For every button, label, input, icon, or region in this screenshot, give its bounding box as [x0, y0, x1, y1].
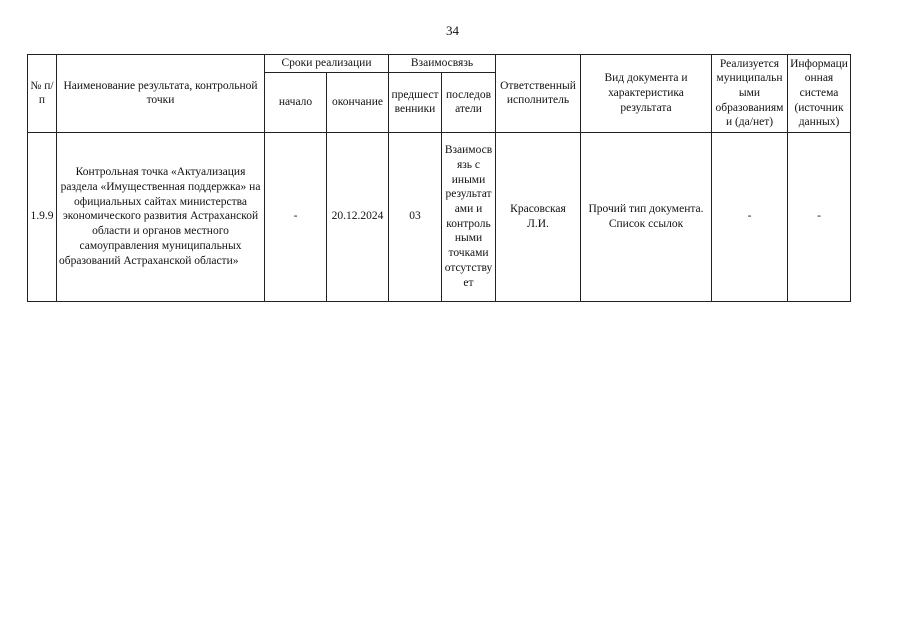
page-number: 34	[446, 23, 459, 38]
header-row-1	[28, 55, 851, 73]
header-num: № п/п	[28, 55, 57, 133]
table-row	[28, 132, 851, 301]
header-end: окончание	[327, 72, 389, 132]
row-info-system: -	[788, 132, 851, 301]
header-relation: Взаимосвязь	[389, 55, 496, 73]
row-start: -	[265, 132, 327, 301]
header-municipal: Реализуется муниципальными образованиями (да/нет)	[712, 55, 788, 133]
row-municipal: -	[712, 132, 788, 301]
row-successors: Взаимосвязь с иными результатами и контрольными точками отсутствует	[442, 132, 496, 301]
header-doc-type: Вид документа и характеристика результата	[581, 55, 712, 133]
row-predecessors: 03	[389, 132, 442, 301]
header-successors: последователи	[442, 72, 496, 132]
row-num: 1.9.9	[28, 132, 57, 301]
header-responsible: Ответственный исполнитель	[496, 55, 581, 133]
row-end: 20.12.2024	[327, 132, 389, 301]
header-name: Наименование результата, контрольной точки	[57, 55, 265, 133]
header-info-system: Информационная система (источник данных)	[788, 55, 851, 133]
row-doc-type: Прочий тип документа. Список ссылок	[581, 132, 712, 301]
plan-table	[27, 54, 851, 302]
header-terms: Сроки реализации	[265, 55, 389, 73]
header-start: начало	[265, 72, 327, 132]
header-predecessors: предшественники	[389, 72, 442, 132]
row-name: Контрольная точка «Актуализация раздела «Имущественная поддержка» на официальных сайтах министерства экономического развития Астраханской области и органов местного самоуправления муниципальных образований Астраханской области»	[57, 132, 265, 301]
row-responsible: Красовская Л.И.	[496, 132, 581, 301]
